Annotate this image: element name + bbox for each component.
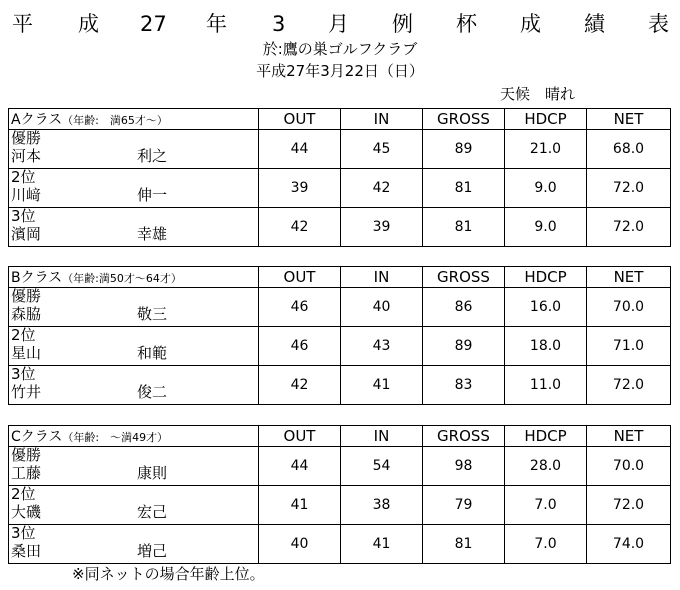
out-score: 39	[259, 169, 341, 208]
player-surname: 工藤	[11, 464, 42, 482]
in-score: 41	[341, 366, 423, 405]
gross-score: 81	[423, 169, 505, 208]
col-in-header: IN	[341, 426, 423, 447]
gross-score: 98	[423, 447, 505, 486]
col-in-header: IN	[341, 267, 423, 288]
table-row	[9, 288, 671, 327]
player-given-name: 敬三	[137, 305, 168, 323]
table-row	[9, 486, 671, 525]
class-label	[9, 109, 259, 130]
out-score: 42	[259, 366, 341, 405]
class-age-range: （年齢: ～満49才）	[62, 431, 169, 444]
col-net-header: NET	[587, 426, 671, 447]
player-given-name: 増己	[137, 542, 168, 560]
gross-score: 81	[423, 208, 505, 247]
in-score: 38	[341, 486, 423, 525]
out-score: 44	[259, 130, 341, 169]
table-row	[9, 366, 671, 405]
class-name: Cクラス	[11, 429, 63, 445]
title-char: 績	[584, 12, 605, 36]
out-score: 46	[259, 327, 341, 366]
player-cell	[9, 447, 259, 486]
title-char: 月	[328, 12, 349, 36]
player-surname: 森脇	[11, 305, 42, 323]
col-out-header: OUT	[259, 267, 341, 288]
class-label	[9, 426, 259, 447]
player-given-name: 幸雄	[137, 225, 168, 243]
weather-text: 天候 晴れ	[500, 85, 576, 103]
player-surname: 星山	[11, 344, 42, 362]
player-cell	[9, 327, 259, 366]
in-score: 42	[341, 169, 423, 208]
title-char: 杯	[456, 12, 477, 36]
net-score: 72.0	[587, 208, 671, 247]
player-surname: 川﨑	[11, 186, 42, 204]
col-hdcp-header: HDCP	[505, 109, 587, 130]
out-score: 46	[259, 288, 341, 327]
table-row	[9, 169, 671, 208]
player-given-name: 伸一	[137, 186, 168, 204]
out-score: 44	[259, 447, 341, 486]
gross-score: 89	[423, 327, 505, 366]
in-score: 54	[341, 447, 423, 486]
class-name: Bクラス	[11, 270, 63, 286]
class-label	[9, 267, 259, 288]
out-score: 42	[259, 208, 341, 247]
table-header-row	[9, 426, 671, 447]
rank-label: 3位	[11, 524, 36, 542]
col-gross-header: GROSS	[423, 426, 505, 447]
title-char: 例	[392, 12, 413, 36]
in-score: 41	[341, 525, 423, 564]
net-score: 74.0	[587, 525, 671, 564]
net-score: 71.0	[587, 327, 671, 366]
hdcp-value: 9.0	[505, 169, 587, 208]
gross-score: 79	[423, 486, 505, 525]
hdcp-value: 16.0	[505, 288, 587, 327]
hdcp-value: 9.0	[505, 208, 587, 247]
gross-score: 89	[423, 130, 505, 169]
net-score: 68.0	[587, 130, 671, 169]
out-score: 40	[259, 525, 341, 564]
table-row	[9, 447, 671, 486]
rank-label: 3位	[11, 207, 36, 225]
col-net-header: NET	[587, 109, 671, 130]
title-char: 成	[78, 12, 99, 36]
in-score: 39	[341, 208, 423, 247]
player-surname: 竹井	[11, 383, 42, 401]
hdcp-value: 28.0	[505, 447, 587, 486]
in-score: 43	[341, 327, 423, 366]
player-cell	[9, 130, 259, 169]
player-surname: 濱岡	[11, 225, 42, 243]
gross-score: 83	[423, 366, 505, 405]
footnote: ※同ネットの場合年齢上位。	[72, 565, 265, 583]
col-out-header: OUT	[259, 426, 341, 447]
player-cell	[9, 169, 259, 208]
player-given-name: 和範	[137, 344, 168, 362]
player-cell	[9, 366, 259, 405]
table-row	[9, 130, 671, 169]
venue-text: 於:鷹の巣ゴルフクラブ	[262, 40, 418, 58]
hdcp-value: 11.0	[505, 366, 587, 405]
col-out-header: OUT	[259, 109, 341, 130]
net-score: 72.0	[587, 366, 671, 405]
net-score: 72.0	[587, 169, 671, 208]
rank-label: 3位	[11, 365, 36, 383]
hdcp-value: 7.0	[505, 525, 587, 564]
out-score: 41	[259, 486, 341, 525]
rank-label: 優勝	[11, 287, 42, 305]
net-score: 70.0	[587, 447, 671, 486]
net-score: 72.0	[587, 486, 671, 525]
title-char: 平	[12, 12, 33, 36]
gross-score: 81	[423, 525, 505, 564]
player-surname: 大磯	[11, 503, 42, 521]
document-title	[0, 12, 680, 36]
player-given-name: 俊二	[137, 383, 168, 401]
player-cell	[9, 486, 259, 525]
rank-label: 2位	[11, 485, 36, 503]
title-char: 成	[520, 12, 541, 36]
col-gross-header: GROSS	[423, 109, 505, 130]
table-row	[9, 525, 671, 564]
col-in-header: IN	[341, 109, 423, 130]
table-header-row	[9, 109, 671, 130]
results-table-class-b	[8, 266, 671, 405]
rank-label: 2位	[11, 168, 36, 186]
date-text: 平成27年3月22日（日）	[256, 62, 424, 80]
title-char: 年	[206, 12, 227, 36]
in-score: 45	[341, 130, 423, 169]
table-row	[9, 327, 671, 366]
table-row	[9, 208, 671, 247]
class-age-range: （年齢: 満65才～）	[62, 114, 168, 127]
player-cell	[9, 288, 259, 327]
player-given-name: 宏己	[137, 503, 168, 521]
results-table-class-c	[8, 425, 671, 564]
col-hdcp-header: HDCP	[505, 426, 587, 447]
player-cell	[9, 208, 259, 247]
rank-label: 優勝	[11, 446, 42, 464]
class-name: Aクラス	[11, 112, 63, 128]
gross-score: 86	[423, 288, 505, 327]
net-score: 70.0	[587, 288, 671, 327]
player-surname: 桑田	[11, 542, 42, 560]
title-char: 3	[272, 12, 286, 36]
table-header-row	[9, 267, 671, 288]
results-table-class-a	[8, 108, 671, 247]
hdcp-value: 7.0	[505, 486, 587, 525]
player-given-name: 康則	[137, 464, 168, 482]
player-given-name: 利之	[137, 147, 168, 165]
title-char: 表	[648, 12, 669, 36]
title-char: 27	[140, 12, 167, 36]
hdcp-value: 21.0	[505, 130, 587, 169]
class-age-range: （年齢:満50才～64才）	[62, 272, 182, 285]
col-net-header: NET	[587, 267, 671, 288]
in-score: 40	[341, 288, 423, 327]
col-hdcp-header: HDCP	[505, 267, 587, 288]
player-cell	[9, 525, 259, 564]
col-gross-header: GROSS	[423, 267, 505, 288]
hdcp-value: 18.0	[505, 327, 587, 366]
player-surname: 河本	[11, 147, 42, 165]
rank-label: 優勝	[11, 129, 42, 147]
rank-label: 2位	[11, 326, 36, 344]
